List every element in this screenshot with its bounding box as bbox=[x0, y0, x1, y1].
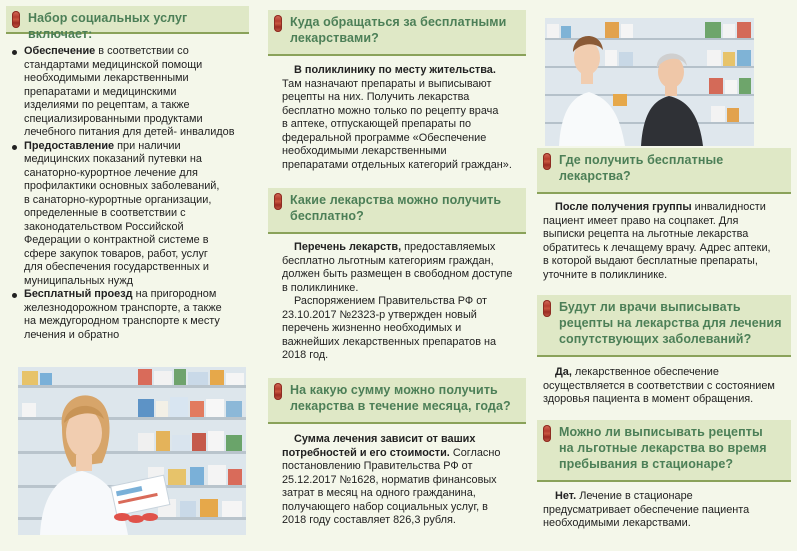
section-body: Нет. Лечение в стационаре предусматривает обеспечение пациента необходимыми лекарствами. bbox=[543, 490, 750, 529]
section-header-hospital bbox=[537, 420, 791, 482]
pharmacist-photo bbox=[18, 367, 246, 535]
pill-icon bbox=[543, 300, 551, 317]
column-3 bbox=[537, 0, 791, 551]
section-body: Сумма лечения зависит от ваших потребностей и его стоимости. Согласно постановлению Правительства РФ от 25.12.2017 №1628, норматив финансовых затрат в месяц на одного гражданина, получающего набор социальных услуг, в 2018 году составляет 826,3 рубля. bbox=[282, 433, 501, 526]
section-body: В поликлинику по месту жительства. Там назначают препараты и выписывают рецепты на них. Получить лекарства бесплатно можно только по рецепту врача в аптеке, отпускающей препараты по федеральной программе «Обеспечение необходимыми лекарственными препаратами отдельных категорий граждан». bbox=[282, 64, 512, 171]
column-1 bbox=[6, 0, 249, 551]
section-header-services bbox=[6, 6, 249, 41]
section-title: На какую сумму можно получить лекарства в течение месяца, года? bbox=[290, 383, 511, 413]
section-header-where-to-apply bbox=[268, 10, 526, 56]
pill-icon bbox=[12, 11, 20, 28]
section-header-concomitant bbox=[537, 295, 791, 357]
section-body: Да, лекарственное обеспечение осуществляется в соответствии с состоянием здоровья пациента в момент обращения. bbox=[543, 366, 775, 405]
section-title: Набор социальных услуг включает: bbox=[28, 11, 188, 41]
section-title: Будут ли врачи выписывать рецепты на лекарства для лечения сопутствующих заболеваний? bbox=[559, 300, 782, 346]
section-header-which-drugs bbox=[268, 188, 526, 234]
list-item: Обеспечение в соответствии со стандартами медицинской помощи необходимыми лекарственными препаратами и медицинскими изделиями по рецептам, а также специализированными продуктами лечебного питания для детей- инвалидов bbox=[10, 45, 250, 140]
pharmacy-photo bbox=[545, 18, 754, 146]
pill-icon bbox=[274, 383, 282, 400]
section-title: Куда обращаться за бесплатными лекарствами? bbox=[290, 15, 507, 45]
section-body: После получения группы инвалидности пациент имеет право на соцпакет. Для выписки рецепта на льготные лекарства обратитесь к лечащему врачу. Адрес аптеки, в которой выдают бесплатные препараты, уточните в поликлинике. bbox=[543, 201, 771, 281]
section-title: Где получить бесплатные лекарства? bbox=[559, 153, 724, 183]
pill-icon bbox=[543, 153, 551, 170]
pill-icon bbox=[543, 425, 551, 442]
list-item: Бесплатный проезд на пригородном железнодорожном транспорте, а также на междугородном транспорте к месту лечения и обратно bbox=[10, 288, 250, 342]
list-item: Предоставление при наличии медицинских показаний путевки на санаторно-курортное лечение для профилактики основных заболеваний, в санаторно-курортные организации, определенные в соответствии с законодательством Российской Федерации о контрактной системе в сфере закупок товаров, работ, услуг для обеспечения государственных и муниципальных нужд bbox=[10, 140, 250, 289]
pill-icon bbox=[274, 15, 282, 32]
services-list bbox=[10, 45, 250, 342]
pill-icon bbox=[274, 193, 282, 210]
section-title: Можно ли выписывать рецепты на льготные лекарства во время пребывания в стационаре? bbox=[559, 425, 767, 471]
section-body: Перечень лекарств, предоставляемых бесплатно льготным категориям граждан, должен быть размещен в свободном доступе в поликлинике. Распоряжением Правительства РФ от 23.10.2017 №2323-р утвержден новый перечень жизненно необходимых и важнейших лекарственных препаратов на 2018 год. bbox=[282, 241, 513, 361]
section-header-amount bbox=[268, 378, 526, 424]
section-title: Какие лекарства можно получить бесплатно? bbox=[290, 193, 502, 223]
section-header-where-to-get bbox=[537, 148, 791, 194]
column-2 bbox=[268, 0, 526, 551]
